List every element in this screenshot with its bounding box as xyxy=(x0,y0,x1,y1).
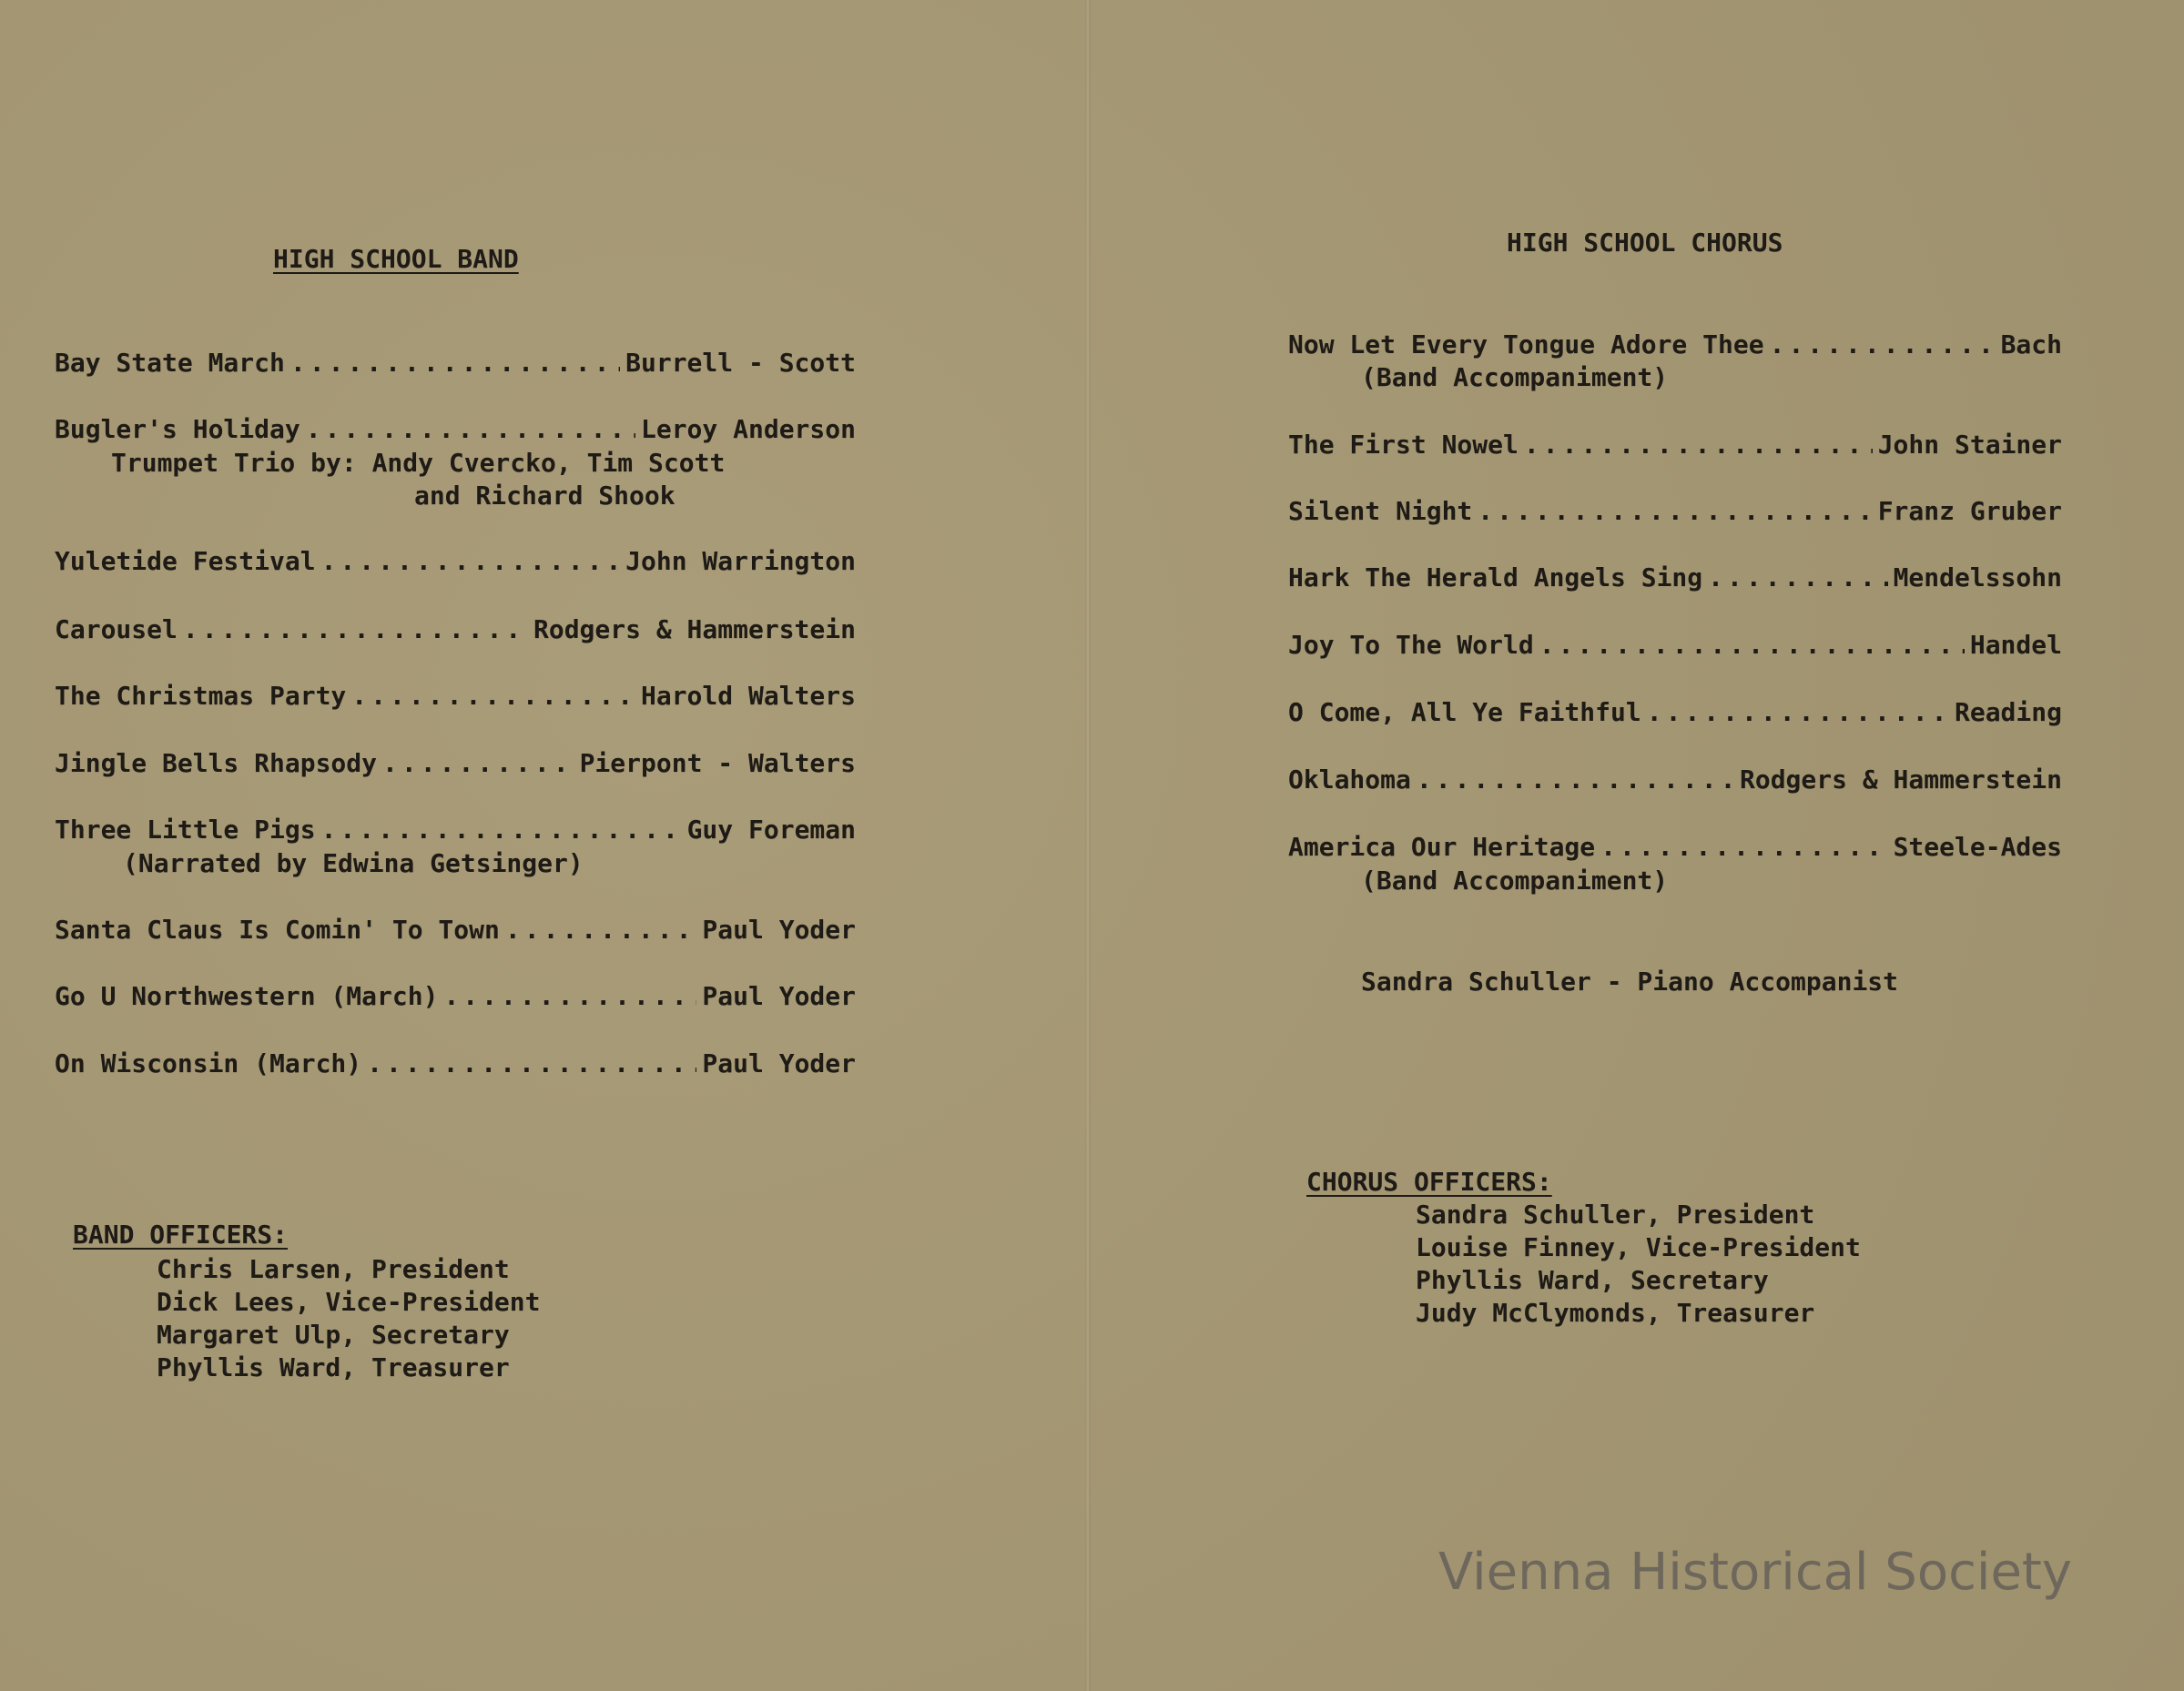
dot-leader xyxy=(1770,329,1996,359)
chorus-item xyxy=(1288,562,2062,592)
officer-line: Dick Lees, Vice-President xyxy=(157,1287,541,1317)
chorus-item xyxy=(1288,329,2062,359)
dot-leader xyxy=(1417,764,1734,795)
chorus-item xyxy=(1288,630,2062,660)
piece-title: Jingle Bells Rhapsody xyxy=(55,748,378,778)
officer-line: Margaret Ulp, Secretary xyxy=(157,1320,510,1350)
dot-leader xyxy=(290,348,620,378)
composer: Burrell - Scott xyxy=(625,348,856,378)
composer: Franz Gruber xyxy=(1877,496,2062,526)
piece-title: Carousel xyxy=(55,614,178,644)
piece-title: Go U Northwestern (March) xyxy=(55,981,439,1011)
piece-note: Trumpet Trio by: Andy Cvercko, Tim Scott xyxy=(111,448,726,478)
piece-title: O Come, All Ye Faithful xyxy=(1288,697,1641,727)
band-heading: HIGH SCHOOL BAND xyxy=(273,244,519,274)
composer: Harold Walters xyxy=(640,681,856,711)
officer-line: Judy McClymonds, Treasurer xyxy=(1416,1298,1815,1328)
composer: John Stainer xyxy=(1877,430,2062,460)
dot-leader xyxy=(1600,832,1887,862)
officer-line: Phyllis Ward, Treasurer xyxy=(157,1352,510,1382)
band-item xyxy=(55,546,856,576)
chorus-item xyxy=(1288,764,2062,795)
dot-leader xyxy=(306,414,635,444)
dot-leader xyxy=(321,546,621,576)
piece-title: Silent Night xyxy=(1288,496,1473,526)
dot-leader xyxy=(1539,630,1965,660)
band-item xyxy=(55,981,856,1011)
piece-title: Oklahoma xyxy=(1288,764,1411,795)
band-item xyxy=(55,748,856,778)
piece-note: (Band Accompaniment) xyxy=(1361,362,1669,392)
band-item xyxy=(55,915,856,945)
composer: Guy Foreman xyxy=(686,815,856,845)
composer: Rodgers & Hammerstein xyxy=(533,614,856,644)
dot-leader xyxy=(367,1048,696,1078)
chorus-heading: HIGH SCHOOL CHORUS xyxy=(1507,228,1783,258)
band-item xyxy=(55,348,856,378)
piece-title: The Christmas Party xyxy=(55,681,347,711)
composer: Pierpont - Walters xyxy=(579,748,856,778)
composer: Bach xyxy=(2000,329,2062,359)
piece-title: Three Little Pigs xyxy=(55,815,316,845)
chorus-item xyxy=(1288,496,2062,526)
piece-title: The First Nowel xyxy=(1288,430,1519,460)
officer-line: Louise Finney, Vice-President xyxy=(1416,1232,1861,1262)
composer: John Warrington xyxy=(625,546,856,576)
dot-leader xyxy=(1647,697,1949,727)
band-item xyxy=(55,815,856,845)
piece-title: Bay State March xyxy=(55,348,285,378)
band-item xyxy=(55,614,856,644)
band-item xyxy=(55,1048,856,1078)
dot-leader xyxy=(1524,430,1873,460)
dot-leader xyxy=(1478,496,1872,526)
composer: Paul Yoder xyxy=(702,1048,856,1078)
piece-title: Yuletide Festival xyxy=(55,546,316,576)
piece-title: Santa Claus Is Comin' To Town xyxy=(55,915,500,945)
piece-title: Hark The Herald Angels Sing xyxy=(1288,562,1703,592)
chorus-item xyxy=(1288,832,2062,862)
piece-title: Joy To The World xyxy=(1288,630,1534,660)
composer: Mendelssohn xyxy=(1893,562,2062,592)
band-item xyxy=(55,681,856,711)
piece-title: Bugler's Holiday xyxy=(55,414,300,444)
officer-line: Phyllis Ward, Secretary xyxy=(1416,1265,1769,1295)
band-officers-title: BAND OFFICERS: xyxy=(73,1220,289,1250)
piece-note: (Narrated by Edwina Getsinger) xyxy=(123,848,584,878)
chorus-item xyxy=(1288,430,2062,460)
dot-leader xyxy=(382,748,574,778)
chorus-officers-title: CHORUS OFFICERS: xyxy=(1306,1167,1552,1197)
dot-leader xyxy=(183,614,528,644)
piece-note: (Band Accompaniment) xyxy=(1361,866,1669,896)
officer-line: Chris Larsen, President xyxy=(157,1254,510,1284)
officer-line: Sandra Schuller, President xyxy=(1416,1200,1815,1230)
piece-title: Now Let Every Tongue Adore Thee xyxy=(1288,329,1764,359)
dot-leader xyxy=(505,915,697,945)
accompanist: Sandra Schuller - Piano Accompanist xyxy=(1361,967,1899,997)
composer: Paul Yoder xyxy=(702,915,856,945)
composer: Paul Yoder xyxy=(702,981,856,1011)
composer: Leroy Anderson xyxy=(640,414,856,444)
dot-leader xyxy=(351,681,635,711)
band-item xyxy=(55,414,856,444)
watermark: Vienna Historical Society xyxy=(1438,1543,2073,1602)
composer: Steele-Ades xyxy=(1893,832,2062,862)
chorus-item xyxy=(1288,697,2062,727)
composer: Handel xyxy=(1969,630,2062,660)
dot-leader xyxy=(443,981,696,1011)
piece-note: and Richard Shook xyxy=(414,481,676,511)
composer: Rodgers & Hammerstein xyxy=(1739,764,2062,795)
composer: Reading xyxy=(1954,697,2062,727)
piece-title: On Wisconsin (March) xyxy=(55,1048,362,1078)
piece-title: America Our Heritage xyxy=(1288,832,1596,862)
dot-leader xyxy=(321,815,682,845)
center-fold xyxy=(1085,0,1091,1691)
dot-leader xyxy=(1708,562,1887,592)
